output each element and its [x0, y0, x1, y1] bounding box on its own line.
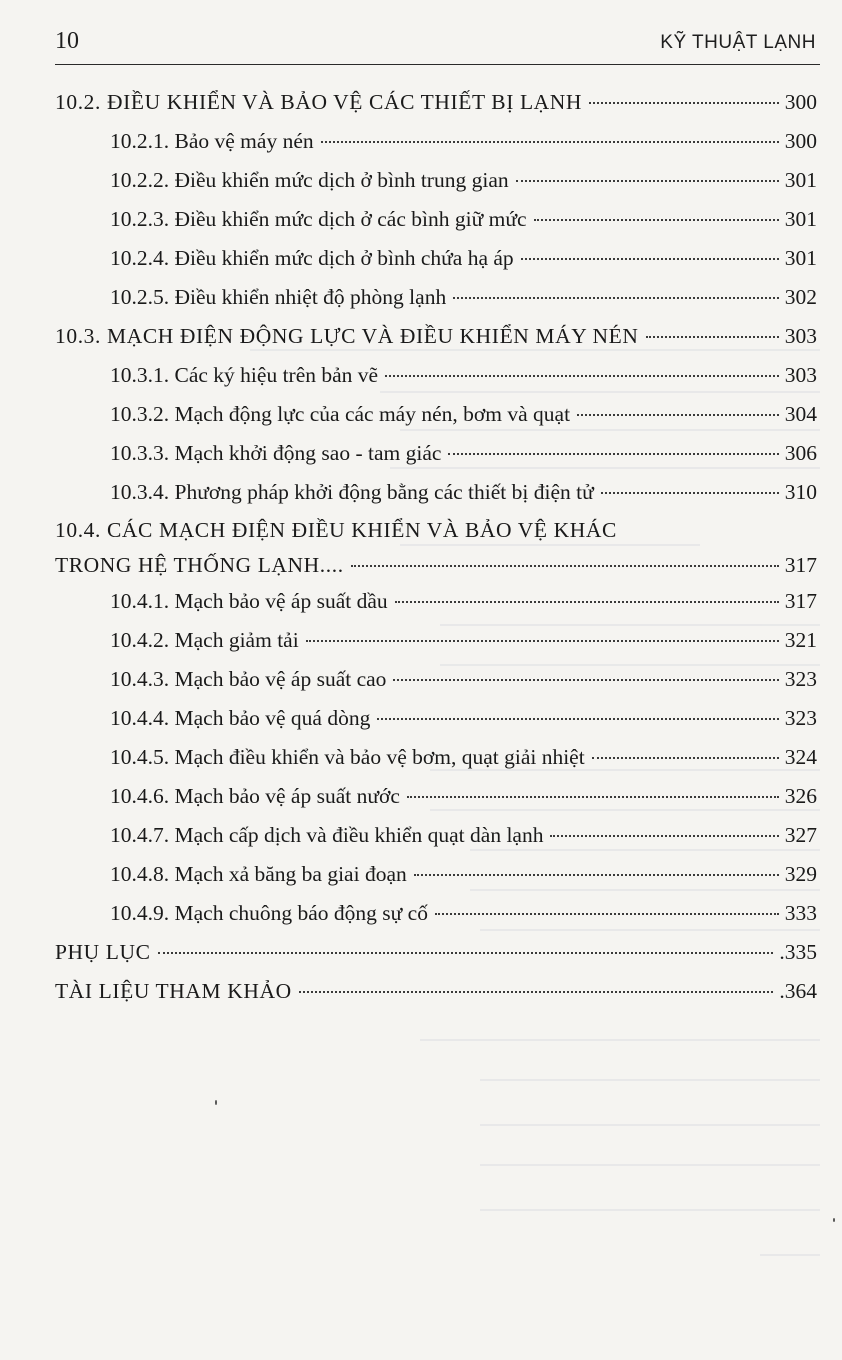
toc-entry-page: .364 — [779, 979, 817, 1003]
toc-entry-page: 301 — [784, 207, 817, 231]
toc-entry-10-3-4[interactable] — [55, 473, 817, 512]
dot-leader — [592, 757, 779, 759]
toc-entry-title: 10.2.2. Điều khiển mức dịch ở bình trung gian — [110, 168, 509, 192]
toc-entry-10-3[interactable] — [55, 317, 817, 356]
toc-entry-title-continued: TRONG HỆ THỐNG LẠNH.... — [55, 553, 344, 577]
dot-leader — [393, 679, 778, 681]
toc-entry-page: 326 — [784, 784, 817, 808]
dot-leader — [377, 718, 778, 720]
toc-entry-title: 10.4.1. Mạch bảo vệ áp suất dầu — [110, 589, 388, 613]
page-header — [55, 24, 820, 65]
dot-leader — [435, 913, 779, 915]
toc-entry-page: 333 — [784, 901, 817, 925]
toc-entry-title: 10.2.1. Bảo vệ máy nén — [110, 129, 314, 153]
dot-leader — [646, 336, 779, 338]
toc-entry-title: 10.4.7. Mạch cấp dịch và điều khiển quạt dàn lạnh — [110, 823, 544, 847]
toc-entry-10-4-7[interactable] — [55, 816, 817, 855]
table-of-contents — [55, 83, 817, 1011]
toc-entry-page: 300 — [784, 129, 817, 153]
toc-entry-page: 301 — [784, 168, 817, 192]
toc-entry-10-2-5[interactable] — [55, 278, 817, 317]
toc-entry-title: 10.4.4. Mạch bảo vệ quá dòng — [110, 706, 371, 730]
toc-entry-title: 10.3.4. Phương pháp khởi động bằng các thiết bị điện tử — [110, 480, 594, 504]
toc-entry-page: 323 — [784, 667, 817, 691]
toc-entry-title: 10.4.5. Mạch điều khiển và bảo vệ bơm, quạt giải nhiệt — [110, 745, 585, 769]
toc-entry-10-4-line2[interactable] — [55, 549, 817, 582]
toc-entry-10-2-3[interactable] — [55, 200, 817, 239]
toc-entry-10-2-4[interactable] — [55, 239, 817, 278]
dot-leader — [601, 492, 779, 494]
toc-entry-page: 304 — [784, 402, 817, 426]
toc-entry-title: 10.2. ĐIỀU KHIỂN VÀ BẢO VỆ CÁC THIẾT BỊ LẠNH — [55, 90, 583, 114]
toc-entry-page: 300 — [784, 90, 817, 114]
toc-entry-10-3-3[interactable] — [55, 434, 817, 473]
toc-entry-10-4-5[interactable] — [55, 738, 817, 777]
dot-leader — [453, 297, 779, 299]
dot-leader — [516, 180, 779, 182]
toc-entry-page: 301 — [784, 246, 817, 270]
dot-leader — [577, 414, 779, 416]
toc-entry-title: 10.2.4. Điều khiển mức dịch ở bình chứa hạ áp — [110, 246, 514, 270]
toc-entry-page: 327 — [784, 823, 817, 847]
toc-entry-title: TÀI LIỆU THAM KHẢO — [55, 979, 292, 1003]
toc-entry-title: 10.3.1. Các ký hiệu trên bản vẽ — [110, 363, 379, 387]
dot-leader — [299, 991, 774, 993]
dot-leader — [306, 640, 779, 642]
toc-entry-page: 317 — [784, 589, 817, 613]
toc-entry-title: 10.3.3. Mạch khởi động sao - tam giác — [110, 441, 442, 465]
toc-entry-title: 10.4. CÁC MẠCH ĐIỆN ĐIỀU KHIỂN VÀ BẢO VỆ KHÁC — [55, 518, 617, 542]
toc-entry-page: 303 — [784, 324, 817, 348]
toc-entry-page: 303 — [784, 363, 817, 387]
toc-entry-10-4-1[interactable] — [55, 582, 817, 621]
dot-leader — [407, 796, 779, 798]
toc-entry-page: 302 — [784, 285, 817, 309]
toc-entry-title: 10.4.3. Mạch bảo vệ áp suất cao — [110, 667, 387, 691]
dot-leader — [385, 375, 779, 377]
toc-entry-references[interactable] — [55, 972, 817, 1011]
dot-leader — [414, 874, 779, 876]
dot-leader — [550, 835, 778, 837]
toc-entry-title: 10.4.2. Mạch giảm tải — [110, 628, 299, 652]
toc-entry-page: 321 — [784, 628, 817, 652]
toc-entry-title: 10.2.3. Điều khiển mức dịch ở các bình giữ mức — [110, 207, 527, 231]
running-title: KỸ THUẬT LẠNH — [660, 32, 816, 53]
toc-entry-title: 10.3.2. Mạch động lực của các máy nén, bơm và quạt — [110, 402, 571, 426]
toc-entry-10-2-1[interactable] — [55, 122, 817, 161]
dot-leader — [395, 601, 779, 603]
dot-leader — [351, 565, 779, 567]
toc-entry-page: 317 — [784, 553, 817, 577]
toc-entry-page: 306 — [784, 441, 817, 465]
toc-entry-10-4-9[interactable] — [55, 894, 817, 933]
toc-entry-10-4-3[interactable] — [55, 660, 817, 699]
page-number: 10 — [55, 28, 79, 54]
toc-entry-title: PHỤ LỤC — [55, 940, 151, 964]
toc-entry-title: 10.4.6. Mạch bảo vệ áp suất nước — [110, 784, 400, 808]
toc-entry-10-4-4[interactable] — [55, 699, 817, 738]
toc-entry-appendix[interactable] — [55, 933, 817, 972]
dot-leader — [589, 102, 779, 104]
toc-entry-title: 10.3. MẠCH ĐIỆN ĐỘNG LỰC VÀ ĐIỀU KHIỂN MÁY NÉN — [55, 324, 639, 348]
toc-entry-10-3-2[interactable] — [55, 395, 817, 434]
toc-entry-title: 10.4.9. Mạch chuông báo động sự cố — [110, 901, 428, 925]
toc-entry-page: 310 — [784, 480, 817, 504]
paper-speck — [215, 1100, 217, 1105]
toc-entry-page: 323 — [784, 706, 817, 730]
toc-entry-page: 329 — [784, 862, 817, 886]
toc-entry-page: 324 — [784, 745, 817, 769]
toc-entry-title: 10.4.8. Mạch xả băng ba giai đoạn — [110, 862, 407, 886]
toc-entry-page: .335 — [779, 940, 817, 964]
dot-leader — [158, 952, 774, 954]
paper-speck — [833, 1218, 835, 1222]
dot-leader — [521, 258, 779, 260]
toc-entry-10-4-8[interactable] — [55, 855, 817, 894]
dot-leader — [534, 219, 779, 221]
dot-leader — [448, 453, 778, 455]
toc-entry-10-4-6[interactable] — [55, 777, 817, 816]
toc-entry-10-4-line1[interactable] — [55, 512, 817, 549]
toc-entry-10-2[interactable] — [55, 83, 817, 122]
toc-entry-10-2-2[interactable] — [55, 161, 817, 200]
toc-entry-title: 10.2.5. Điều khiển nhiệt độ phòng lạnh — [110, 285, 447, 309]
toc-entry-10-3-1[interactable] — [55, 356, 817, 395]
dot-leader — [321, 141, 779, 143]
toc-entry-10-4-2[interactable] — [55, 621, 817, 660]
